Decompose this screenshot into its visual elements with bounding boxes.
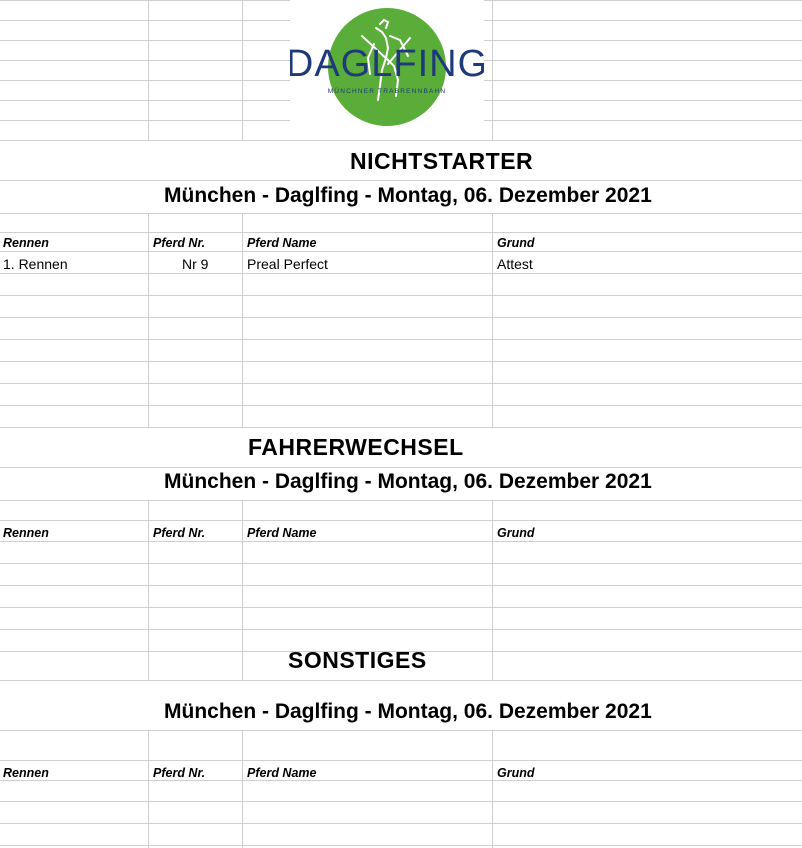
column-header-reason: Grund <box>497 766 535 780</box>
grid-column-line <box>242 730 243 848</box>
grid-column-line <box>492 730 493 848</box>
cell-horse-name: Preal Perfect <box>247 256 328 272</box>
grid-row-line <box>0 801 802 802</box>
grid-row-line <box>0 295 802 296</box>
grid-row-line <box>0 427 802 428</box>
cell-race: 1. Rennen <box>3 256 68 272</box>
grid-column-line <box>492 0 493 140</box>
section-subtitle: München - Daglfing - Montag, 06. Dezember 2021 <box>164 700 652 723</box>
grid-row-line <box>0 500 802 501</box>
grid-row-line <box>0 823 802 824</box>
grid-row-line <box>0 467 802 468</box>
grid-row-line <box>0 780 802 781</box>
column-header-reason: Grund <box>497 236 535 250</box>
section-title-sonstiges: SONSTIGES <box>288 647 427 673</box>
grid-column-line <box>492 213 493 427</box>
column-header-horse-name: Pferd Name <box>247 766 317 780</box>
column-header-reason: Grund <box>497 526 535 540</box>
section-subtitle: München - Daglfing - Montag, 06. Dezember 2021 <box>164 184 652 207</box>
grid-row-line <box>0 563 802 564</box>
grid-row-line <box>0 383 802 384</box>
grid-row-line <box>0 213 802 214</box>
column-header-horse-no: Pferd Nr. <box>153 766 206 780</box>
daglfing-logo <box>290 0 484 140</box>
grid-row-line <box>0 232 802 233</box>
grid-row-line <box>0 845 802 846</box>
grid-row-line <box>0 405 802 406</box>
grid-column-line <box>242 500 243 680</box>
grid-row-line <box>0 607 802 608</box>
column-header-horse-no: Pferd Nr. <box>153 526 206 540</box>
grid-row-line <box>0 629 802 630</box>
logo-tagline: MÜNCHNER TRABRENNBAHN <box>327 88 447 95</box>
column-header-horse-name: Pferd Name <box>247 236 317 250</box>
grid-column-line <box>148 500 149 680</box>
logo-word: DAGLFING <box>290 43 484 85</box>
grid-row-line <box>0 680 802 681</box>
grid-row-line <box>0 585 802 586</box>
grid-row-line <box>0 339 802 340</box>
column-header-race: Rennen <box>3 766 49 780</box>
grid-column-line <box>148 730 149 848</box>
grid-row-line <box>0 520 802 521</box>
grid-row-line <box>0 730 802 731</box>
grid-row-line <box>0 273 802 274</box>
horse-logo-icon <box>290 0 484 140</box>
grid-column-line <box>242 213 243 427</box>
grid-row-line <box>0 317 802 318</box>
grid-row-line <box>0 180 802 181</box>
column-header-race: Rennen <box>3 236 49 250</box>
grid-column-line <box>148 0 149 140</box>
column-header-horse-name: Pferd Name <box>247 526 317 540</box>
column-header-horse-no: Pferd Nr. <box>153 236 206 250</box>
grid-row-line <box>0 361 802 362</box>
column-header-race: Rennen <box>3 526 49 540</box>
grid-row-line <box>0 251 802 252</box>
grid-column-line <box>242 0 243 140</box>
grid-row-line <box>0 140 802 141</box>
grid-column-line <box>148 213 149 427</box>
grid-column-line <box>492 500 493 680</box>
cell-reason: Attest <box>497 256 533 272</box>
section-title-nichtstarter: NICHTSTARTER <box>350 148 534 174</box>
cell-horse-no: Nr 9 <box>182 256 209 272</box>
section-subtitle: München - Daglfing - Montag, 06. Dezember 2021 <box>164 470 652 493</box>
grid-row-line <box>0 541 802 542</box>
section-title-fahrerwechsel: FAHRERWECHSEL <box>248 434 464 460</box>
grid-row-line <box>0 760 802 761</box>
